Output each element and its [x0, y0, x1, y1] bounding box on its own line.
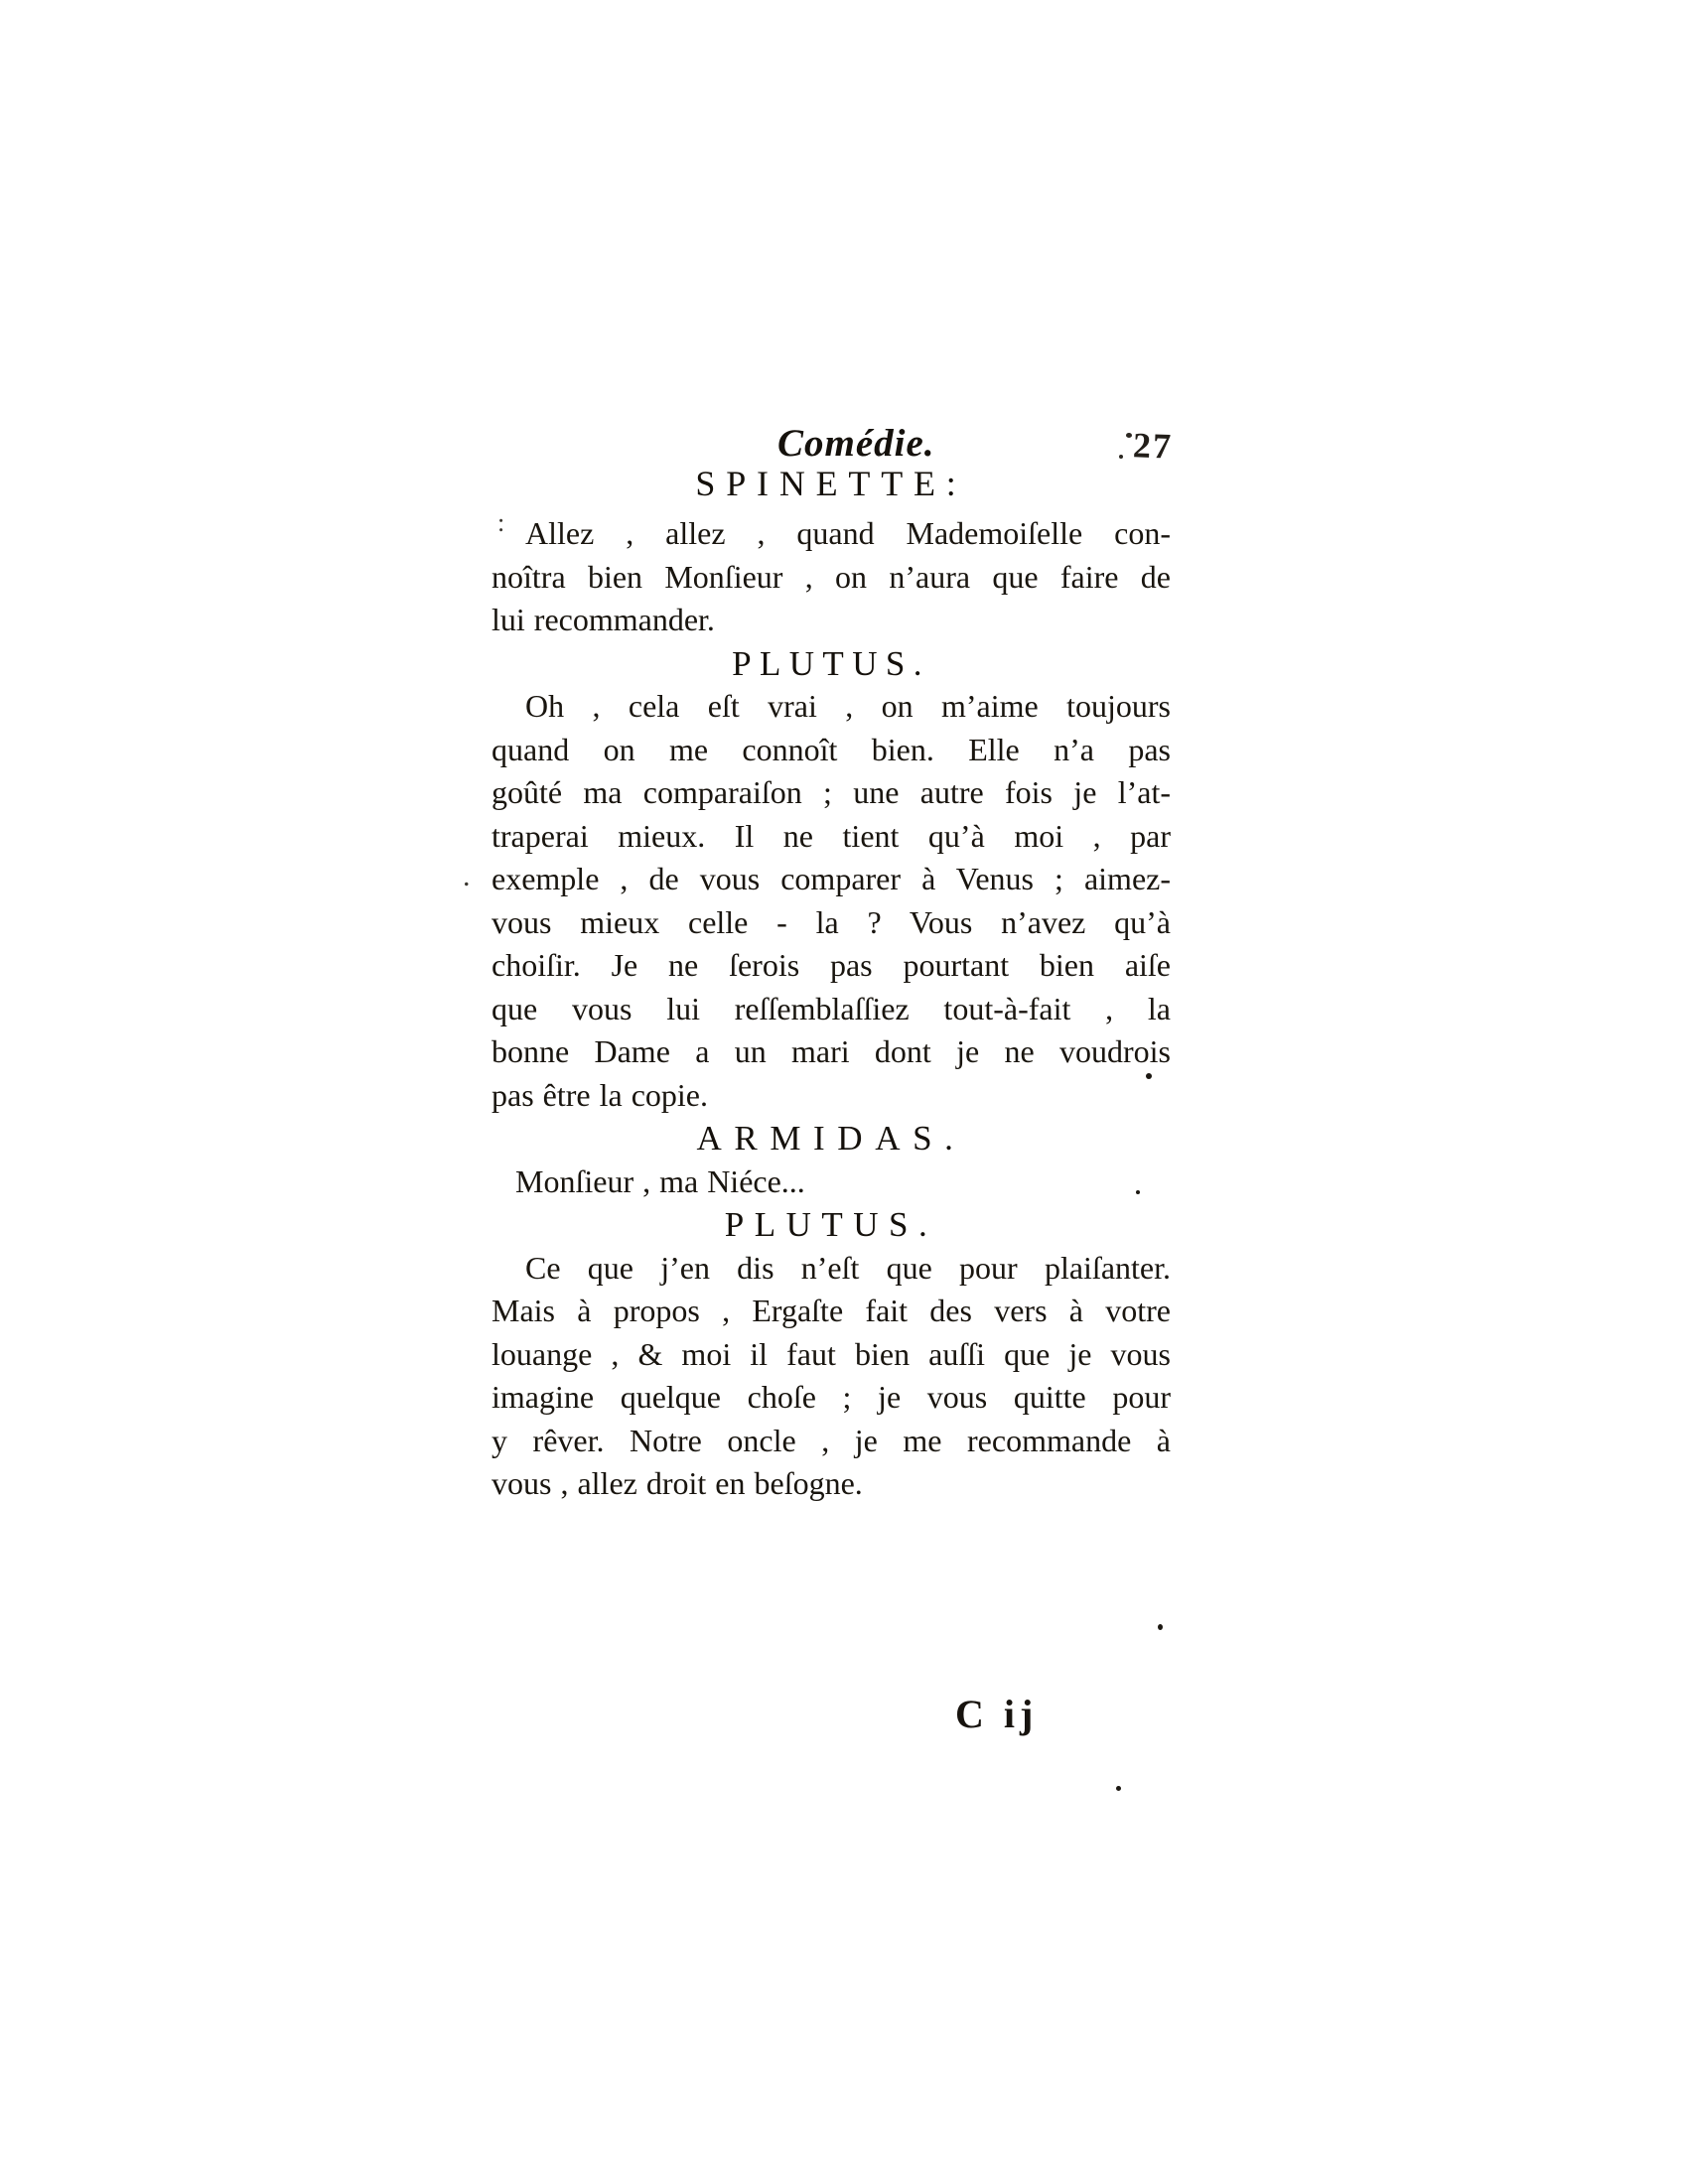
ink-mark-dot: .	[463, 860, 471, 892]
ink-speck	[1158, 1624, 1163, 1630]
text-line: louange , & moi il faut bien auſſi que je vous	[492, 1335, 1171, 1372]
text-line: Ce que j’en dis n’eſt que pour plaiſanter.	[525, 1249, 1171, 1286]
ink-speck	[1116, 1786, 1121, 1791]
text-line: goûté ma comparaiſon ; une autre fois je l’at-	[492, 774, 1171, 810]
text-line: Mais à propos , Ergaſte fait des vers à votre	[492, 1293, 1171, 1328]
speaker-heading-armidas: ARMIDAS.	[696, 1119, 966, 1158]
text-line: que vous lui reſſemblaſſiez tout-à-fait , la	[492, 990, 1171, 1026]
text-line: pas être la copie.	[492, 1076, 708, 1113]
ink-mark-colon: :	[497, 508, 505, 537]
speaker-heading-plutus: PLUTUS.	[724, 1205, 938, 1244]
text-line: bonne Dame a un mari dont je ne voudrois	[492, 1033, 1171, 1069]
text-line: exemple , de vous comparer à Venus ; aimez-	[492, 861, 1171, 896]
text-line: Oh , cela eſt vrai , on m’aime toujours	[525, 688, 1171, 724]
running-header: Comédie.	[777, 422, 935, 465]
page-number: 27	[1132, 425, 1174, 467]
text-line: imagine quelque choſe ; je vous quitte pour	[492, 1379, 1171, 1415]
text-line: noîtra bien Monſieur , on n’aura que faire de	[492, 558, 1171, 595]
text-line: choiſir. Je ne ſerois pas pourtant bien aiſe	[492, 947, 1171, 983]
ink-speck	[1126, 433, 1132, 438]
text-line: Allez , allez , quand Mademoiſelle con-	[525, 515, 1171, 551]
text-line: vous mieux celle - la ? Vous n’avez qu’à	[492, 903, 1171, 940]
text-line: traperai mieux. Il ne tient qu’à moi , par	[492, 817, 1171, 854]
speaker-heading-spinette: SPINETTE:	[695, 464, 967, 503]
text-line: Monſieur , ma Niéce...	[515, 1162, 805, 1199]
ink-speck	[1119, 455, 1123, 459]
speaker-heading-plutus: PLUTUS.	[732, 643, 930, 683]
text-line: vous , allez droit en beſogne.	[492, 1465, 863, 1501]
signature-mark: C ij	[955, 1692, 1039, 1736]
text-column	[492, 463, 1171, 1506]
ink-speck	[1136, 1190, 1140, 1194]
text-line: y rêver. Notre oncle , je me recommande à	[492, 1422, 1171, 1458]
text-line: lui recommander.	[492, 602, 715, 637]
ink-speck	[1146, 1073, 1152, 1079]
text-line: quand on me connoît bien. Elle n’a pas	[492, 731, 1171, 767]
